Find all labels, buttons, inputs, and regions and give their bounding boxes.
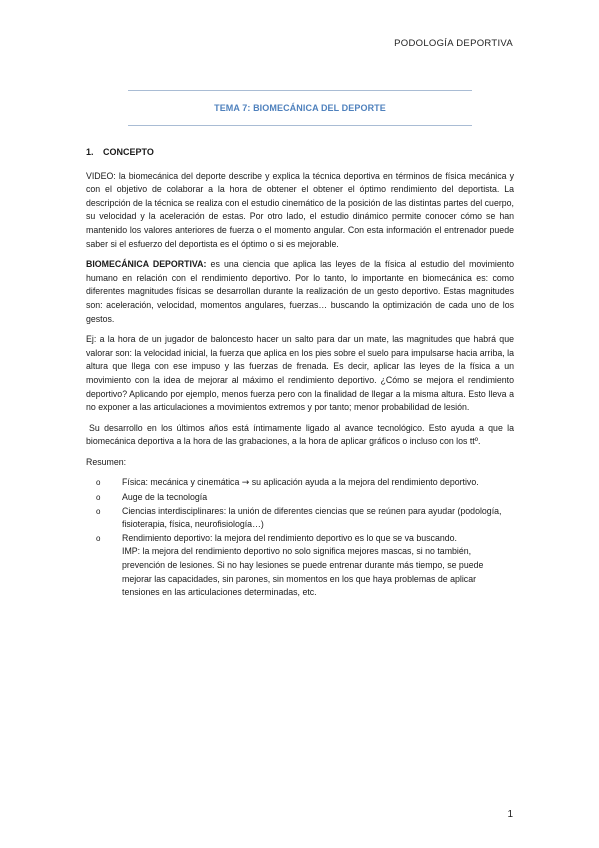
summary-label: Resumen: [86, 456, 127, 467]
bullet-marker: o [96, 493, 101, 503]
section-title: CONCEPTO [103, 147, 154, 157]
section-number: 1. [86, 147, 94, 157]
list-item [86, 491, 514, 505]
paragraph-example: Ej: a la hora de un jugador de baloncesto hacer un salto para dar un mate, las magnitudes que habrá que valorar son: la velocidad inicial, la fuerza que aplica en los pies sobre el suelo para impulsarse hacia arriba, la altura que llega con ese impuso y las fuerzas de frenada. Es decir, aplicar las leyes de la física a un movimiento con la idea de mejorar al máximo el rendimiento deportivo. ¿Cómo se mejora el rendimiento deportivo? Aplicando por ejemplo, menos fuerza pero con la finalidad de llegar a la misma altura. Esto lleva a no exponer a las articulaciones a movimientos extremos y por tanto; menor probabilidad de lesión. [86, 334, 514, 413]
list-item-text: Rendimiento deportivo: la mejora del rendimiento deportivo es lo que se va buscando. [122, 532, 457, 543]
list-item-note: IMP: la mejora del rendimiento deportivo no solo significa mejores mascas, si no también, prevención de lesiones. Si no hay lesiones se puede entrenar durante más tiempo, se puede mejorar las capacidades, sin parones, sin momentos en los que haya problemas de aplicar tensiones en las articulaciones determinadas, etc. [122, 546, 484, 598]
bullet-marker: o [96, 533, 101, 543]
list-item-text-cont: su aplicación ayuda a la mejora del rendimiento deportivo. [249, 477, 479, 488]
list-item [86, 476, 514, 491]
running-header: PODOLOGÍA DEPORTIVA [394, 38, 513, 49]
list-item-text: Auge de la tecnología [122, 492, 208, 503]
paragraph-development: Su desarrollo en los últimos años está íntimamente ligado al avance tecnológico. Esto ayuda a que la biomecánica deportiva a la hora de las grabaciones, a la hora de aplicar gráficos o incluso con los ttº. [86, 422, 514, 447]
paragraph-biomecanica [86, 258, 514, 326]
page-number: 1 [507, 809, 513, 820]
list-item [86, 532, 514, 600]
bullet-marker: o [96, 478, 101, 488]
bullet-marker: o [96, 506, 101, 516]
summary-list [86, 476, 514, 599]
title-block [128, 90, 472, 126]
list-item-text: Ciencias interdisciplinares: la unión de diferentes ciencias que se reúnen para ayudar (podología, fisioterapia, física, neurofisiología…) [122, 505, 502, 530]
list-item [86, 505, 514, 532]
document-title: TEMA 7: BIOMECÁNICA DEL DEPORTE [214, 103, 386, 113]
arrow-icon: → [241, 478, 250, 489]
paragraph-lead-term: BIOMECÁNICA DEPORTIVA: [86, 259, 207, 270]
section-heading [86, 146, 514, 160]
document-body [86, 146, 514, 600]
list-item-text: Física: mecánica y cinemática [122, 477, 242, 488]
paragraph-video: VIDEO: la biomecánica del deporte describe y explica la técnica deportiva en términos de física mecánica y con el objetivo de colaborar a la hora de obtener el obtener el óptimo rendimiento del deportista. La descripción de la técnica se realiza con el estudio cinemático de la posición de las distintas partes del cuerpo, su velocidad y la aceleración de estas. Por otro lado, el estudio dinámico permite conocer cómo se han mantenido los valores anteriores de fuerza o el momento angular. Con esta información el entrenador puede saber si el esfuerzo del deportista es el óptimo o si es mejorable. [86, 170, 514, 249]
paragraph-definition: es una ciencia que aplica las leyes de la física al estudio del movimiento humano en relación con el rendimiento deportivo. Por lo tanto, lo importante en biomecánica es: como diferentes magnitudes físicas se desarrollan durante la realización de un gesto deportivo. Estas magnitudes son: aceleración, velocidad, momentos angulares, fuerzas… buscando la optimización de cada uno de los gestos. [86, 259, 514, 324]
